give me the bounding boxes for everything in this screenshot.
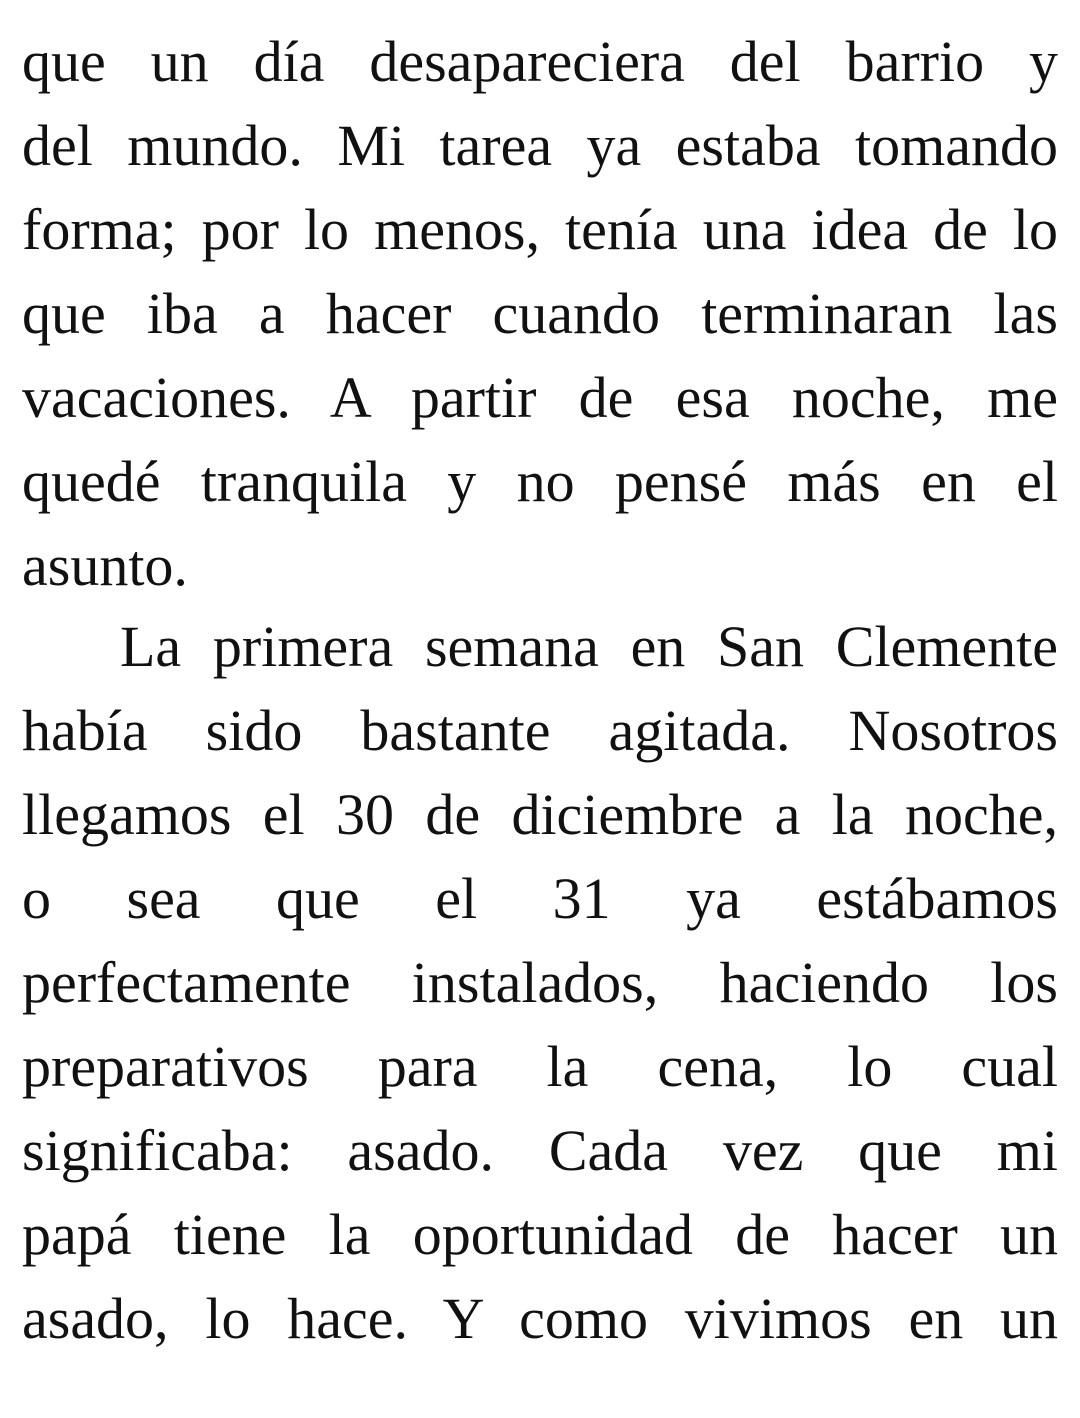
- text-line: perfectamente instalados, haciendo los: [22, 950, 1058, 1015]
- text-line: que un día desapareciera del barrio y: [22, 29, 1058, 94]
- text-line: asunto.: [22, 533, 188, 598]
- text-line: o sea que el 31 ya estábamos: [22, 866, 1058, 931]
- text-line: quedé tranquila y no pensé más en el: [22, 449, 1058, 514]
- text-line: forma; por lo menos, tenía una idea de lo: [22, 197, 1058, 262]
- text-line: papá tiene la oportunidad de hacer un: [22, 1202, 1058, 1267]
- text-line: que iba a hacer cuando terminaran las: [22, 281, 1058, 346]
- text-line: significaba: asado. Cada vez que mi: [22, 1118, 1058, 1183]
- text-line: preparativos para la cena, lo cual: [22, 1034, 1058, 1099]
- text-line: vacaciones. A partir de esa noche, me: [22, 365, 1058, 430]
- text-line: había sido bastante agitada. Nosotros: [22, 698, 1058, 763]
- text-line: del mundo. Mi tarea ya estaba tomando: [22, 113, 1058, 178]
- text-line: La primera semana en San Clemente: [120, 614, 1058, 679]
- text-line: asado, lo hace. Y como vivimos en un: [22, 1286, 1058, 1351]
- text-line: llegamos el 30 de diciembre a la noche,: [22, 782, 1058, 847]
